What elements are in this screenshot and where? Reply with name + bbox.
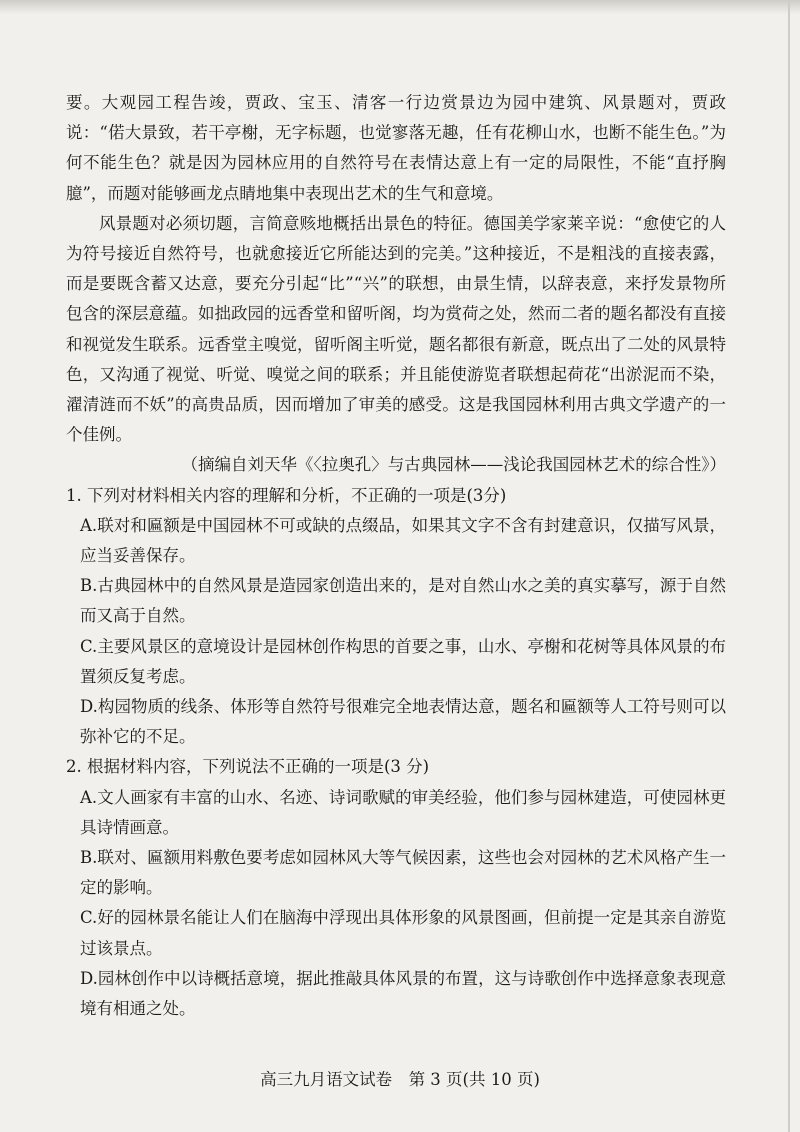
scan-right-edge bbox=[788, 0, 790, 1132]
option-text: 构园物质的线条、体形等自然符号很难完全地表情达意，题名和匾额等人工符号则可以弥补它的不足。 bbox=[80, 697, 726, 747]
option-text: 古典园林中的自然风景是造园家创造出来的，是对自然山水之美的真实摹写，源于自然而又高于自然。 bbox=[80, 576, 726, 626]
question-1-stem: 1. 下列对材料相关内容的理解和分析，不正确的一项是(3分) bbox=[66, 485, 507, 505]
option-label: B. bbox=[80, 576, 98, 596]
question-1-option-d bbox=[80, 692, 726, 752]
option-text: 联对和匾额是中国园林不可或缺的点缀品，如果其文字不含有封建意识，仅描写风景，应当妥善保存。 bbox=[80, 515, 726, 566]
option-text: 文人画家有丰富的山水、名迹、诗词歌赋的审美经验，他们参与园林建造，可使园林更具诗情画意。 bbox=[80, 787, 726, 837]
question-1-option-c bbox=[80, 632, 726, 692]
option-text: 联对、匾额用料敷色要考虑如园林风大等气候因素，这些也会对园林的艺术风格产生一定的影响。 bbox=[80, 848, 726, 898]
option-label: A. bbox=[80, 787, 98, 807]
passage-paragraph-2: 风景题对必须切题，言简意赅地概括出景色的特征。德国美学家莱辛说：“愈使它的人为符号接近自然符号，也就愈接近它所能达到的完美。”这种接近，不是粗浅的直接表露，而是要既含蓄又达意，要充分引起“比”“兴”的联想，由景生情，以辞表意，来抒发景物所包含的深层意蕴。如拙政园的远香堂和留听阁，均为赏荷之处，然而二者的题名都没有直接和视觉发生联系。远香堂主嗅觉，留听阁主听觉，题名都很有新意，既点出了二处的风景特色，又沟通了视觉、听觉、嗅觉之间的联系；并且能使游览者联想起荷花“出淤泥而不染，濯清涟而不妖”的高贵品质，因而增加了审美的感受。这是我国园林利用古典文学遗产的一个佳例。 bbox=[66, 213, 726, 445]
option-label: B. bbox=[80, 848, 98, 868]
option-text: 园林创作中以诗概括意境，据此推敲具体风景的布置，这与诗歌创作中选择意象表现意境有相通之处。 bbox=[80, 968, 726, 1019]
page-footer: 高三九月语文试卷 第 3 页(共 10 页) bbox=[260, 1070, 540, 1089]
passage-paragraph-1: 要。大观园工程告竣，贾政、宝玉、清客一行边赏景边为园中建筑、风景题对，贾政说：“偌大景致，若干亭榭，无字标题，也觉寥落无趣，任有花柳山水，也断不能生色。”为何不能生色？就是因为园林应用的自然符号在表情达意上有一定的局限性，不能“直抒胸臆”，而题对能够画龙点睛地集中表现出艺术的生气和意境。 bbox=[66, 93, 726, 203]
option-text: 好的园林景名能让人们在脑海中浮现出具体形象的风景图画，但前提一定是其亲自游览过该景点。 bbox=[80, 908, 726, 958]
question-1 bbox=[66, 481, 726, 753]
option-label: A. bbox=[80, 515, 98, 535]
question-2 bbox=[66, 752, 726, 1024]
option-text: 主要风景区的意境设计是园林创作构思的首要之事，山水、亭榭和花树等具体风景的布置须反复考虑。 bbox=[80, 636, 726, 686]
question-2-option-a bbox=[80, 783, 726, 843]
page-content bbox=[66, 88, 726, 1024]
option-label: C. bbox=[80, 636, 98, 656]
option-label: D. bbox=[80, 968, 98, 988]
passage-source: （摘编自刘天华《〈拉奥孔〉与古典园林——浅论我国园林艺术的综合性》） bbox=[181, 455, 726, 475]
question-2-option-c bbox=[80, 903, 726, 963]
scan-top-shadow bbox=[0, 0, 800, 14]
question-2-option-b bbox=[80, 843, 726, 903]
question-1-option-b bbox=[80, 571, 726, 631]
option-label: C. bbox=[80, 908, 98, 928]
option-label: D. bbox=[80, 697, 98, 717]
question-2-stem: 2. 根据材料内容，下列说法不正确的一项是(3 分) bbox=[66, 757, 430, 777]
question-1-option-a bbox=[80, 511, 726, 571]
question-2-option-d bbox=[80, 964, 726, 1024]
